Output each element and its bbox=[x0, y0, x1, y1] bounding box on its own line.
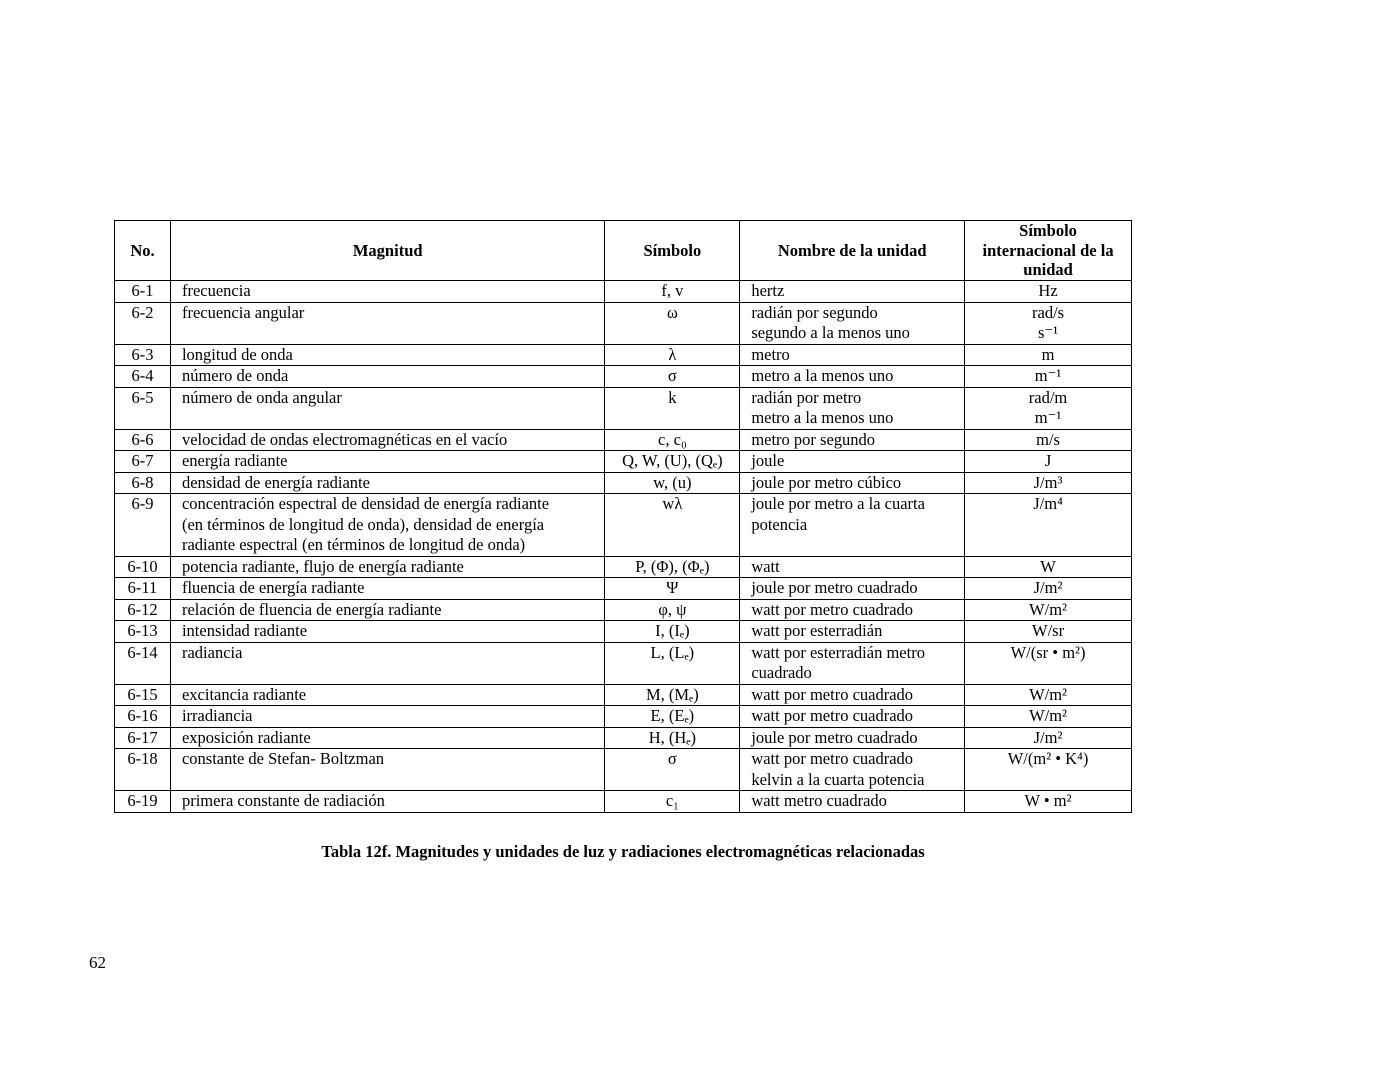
simbolo-internacional-cell bbox=[965, 642, 1132, 684]
magnitud-cell-line: velocidad de ondas electromagnéticas en el vacío bbox=[181, 429, 508, 449]
magnitud-cell-line: frecuencia bbox=[181, 281, 251, 300]
magnitud-cell bbox=[170, 494, 604, 557]
simbolo-internacional-cell-line: m bbox=[1041, 344, 1055, 364]
row-number: 6-14 bbox=[115, 642, 171, 684]
magnitud-cell bbox=[170, 727, 604, 749]
row-number: 6-3 bbox=[115, 344, 171, 366]
simbolo-internacional-cell bbox=[965, 451, 1132, 473]
magnitud-cell bbox=[170, 344, 604, 366]
simbolo-internacional-cell bbox=[965, 706, 1132, 728]
unidad-cell bbox=[740, 494, 965, 557]
unidad-cell bbox=[740, 749, 965, 791]
unidad-cell-line: metro bbox=[751, 344, 790, 364]
magnitud-cell bbox=[170, 366, 604, 388]
unidad-cell bbox=[740, 578, 965, 600]
unidad-cell bbox=[740, 472, 965, 494]
unidad-cell-line: metro por segundo bbox=[751, 429, 876, 449]
table-row bbox=[115, 706, 1132, 728]
simbolo-cell: ω bbox=[605, 302, 740, 344]
simbolo-internacional-cell-line: J/m³ bbox=[1033, 472, 1063, 492]
simbolo-internacional-cell bbox=[965, 429, 1132, 451]
unidad-cell-line: watt bbox=[751, 556, 780, 576]
table-row bbox=[115, 344, 1132, 366]
simbolo-internacional-cell-line: W/m² bbox=[1029, 706, 1068, 725]
unidad-cell bbox=[740, 366, 965, 388]
simbolo-internacional-cell bbox=[965, 556, 1132, 578]
unidad-cell-line: joule bbox=[751, 451, 785, 470]
row-number: 6-5 bbox=[115, 387, 171, 429]
row-number: 6-7 bbox=[115, 451, 171, 473]
row-number: 6-9 bbox=[115, 494, 171, 557]
simbolo-internacional-cell-line: rad/s bbox=[1032, 302, 1065, 322]
unidad-cell-line: hertz bbox=[751, 281, 785, 300]
simbolo-internacional-cell-line: m/s bbox=[1036, 429, 1060, 449]
simbolo-cell: M, (Mₑ) bbox=[605, 684, 740, 706]
magnitud-cell-line: irradiancia bbox=[181, 706, 253, 725]
unidad-cell bbox=[740, 706, 965, 728]
simbolo-internacional-cell-line: W/(m² • K⁴) bbox=[1007, 749, 1089, 768]
magnitud-cell-line: radiancia bbox=[181, 642, 243, 662]
simbolo-internacional-cell-line: J/m² bbox=[1033, 578, 1063, 597]
simbolo-internacional-cell-line: W/sr bbox=[1032, 621, 1065, 640]
table-row bbox=[115, 749, 1132, 791]
simbolo-cell: k bbox=[605, 387, 740, 429]
magnitud-cell-line: radiante espectral (en términos de longitud de onda) bbox=[181, 535, 526, 554]
row-number: 6-12 bbox=[115, 599, 171, 621]
unidad-cell-line: watt metro cuadrado bbox=[751, 791, 887, 810]
table-row bbox=[115, 556, 1132, 578]
row-number: 6-15 bbox=[115, 684, 171, 706]
unidad-cell-line: watt por metro cuadrado bbox=[751, 684, 914, 704]
unidad-cell bbox=[740, 599, 965, 621]
unidad-cell bbox=[740, 621, 965, 643]
unidad-cell bbox=[740, 791, 965, 813]
simbolo-internacional-cell-line: m⁻¹ bbox=[1034, 408, 1062, 427]
unidad-cell-line: radián por metro bbox=[751, 387, 862, 407]
unidad-cell-line: joule por metro cuadrado bbox=[751, 578, 918, 597]
unidad-cell-line: joule por metro a la cuarta bbox=[751, 494, 925, 513]
magnitud-cell-line: fluencia de energía radiante bbox=[181, 578, 365, 597]
simbolo-cell: P, (Φ), (Φₑ) bbox=[605, 556, 740, 578]
unidad-cell-line: watt por esterradián metro bbox=[751, 642, 925, 662]
row-number: 6-8 bbox=[115, 472, 171, 494]
row-number: 6-13 bbox=[115, 621, 171, 643]
simbolo-internacional-cell-line: s⁻¹ bbox=[1038, 323, 1059, 342]
row-number: 6-19 bbox=[115, 791, 171, 813]
simbolo-internacional-cell bbox=[965, 621, 1132, 643]
simbolo-internacional-cell-line: m⁻¹ bbox=[1034, 366, 1062, 385]
simbolo-internacional-cell-line: W/m² bbox=[1029, 599, 1068, 619]
magnitud-cell-line: excitancia radiante bbox=[181, 684, 307, 704]
table-row bbox=[115, 302, 1132, 344]
page-number: 62 bbox=[89, 953, 106, 972]
table-row bbox=[115, 621, 1132, 643]
row-number: 6-1 bbox=[115, 281, 171, 303]
simbolo-internacional-cell bbox=[965, 578, 1132, 600]
units-table bbox=[114, 220, 1132, 813]
table-row bbox=[115, 791, 1132, 813]
unidad-cell bbox=[740, 387, 965, 429]
unidad-cell bbox=[740, 451, 965, 473]
unidad-cell bbox=[740, 556, 965, 578]
unidad-cell bbox=[740, 642, 965, 684]
unidad-cell bbox=[740, 281, 965, 303]
simbolo-internacional-cell bbox=[965, 599, 1132, 621]
row-number: 6-2 bbox=[115, 302, 171, 344]
unidad-cell-line: potencia bbox=[751, 514, 808, 534]
simbolo-internacional-cell-line: W/m² bbox=[1029, 684, 1068, 704]
table-row bbox=[115, 494, 1132, 557]
magnitud-cell bbox=[170, 684, 604, 706]
table-row bbox=[115, 599, 1132, 621]
unidad-cell-line: joule por metro cúbico bbox=[751, 472, 902, 492]
simbolo-cell: c, c₀ bbox=[605, 429, 740, 451]
unidad-cell bbox=[740, 429, 965, 451]
simbolo-internacional-cell bbox=[965, 387, 1132, 429]
simbolo-cell: f, v bbox=[605, 281, 740, 303]
simbolo-internacional-cell bbox=[965, 494, 1132, 557]
simbolo-internacional-cell-line: W/(sr • m²) bbox=[1010, 642, 1086, 662]
table-row bbox=[115, 684, 1132, 706]
unidad-cell-line: watt por metro cuadrado bbox=[751, 749, 914, 768]
row-number: 6-18 bbox=[115, 749, 171, 791]
unidad-cell-line: watt por metro cuadrado bbox=[751, 706, 914, 725]
magnitud-cell bbox=[170, 556, 604, 578]
simbolo-cell: H, (Hₑ) bbox=[605, 727, 740, 749]
row-number: 6-11 bbox=[115, 578, 171, 600]
simbolo-internacional-cell bbox=[965, 302, 1132, 344]
table-row bbox=[115, 387, 1132, 429]
magnitud-cell bbox=[170, 749, 604, 791]
unidad-cell-line: radián por segundo bbox=[751, 302, 878, 322]
table-body bbox=[115, 281, 1132, 813]
unidad-cell-line: metro a la menos uno bbox=[751, 408, 894, 427]
simbolo-internacional-cell-line: Hz bbox=[1038, 281, 1058, 300]
magnitud-cell bbox=[170, 281, 604, 303]
simbolo-internacional-cell bbox=[965, 366, 1132, 388]
simbolo-cell: Q, W, (U), (Qₑ) bbox=[605, 451, 740, 473]
table-row bbox=[115, 451, 1132, 473]
simbolo-cell: w, (u) bbox=[605, 472, 740, 494]
row-number: 6-10 bbox=[115, 556, 171, 578]
simbolo-cell: L, (Lₑ) bbox=[605, 642, 740, 684]
simbolo-internacional-cell bbox=[965, 727, 1132, 749]
unidad-cell-line: kelvin a la cuarta potencia bbox=[751, 769, 925, 789]
magnitud-cell-line: (en términos de longitud de onda), densidad de energía bbox=[181, 514, 545, 534]
unidad-cell-line: joule por metro cuadrado bbox=[751, 727, 918, 747]
magnitud-cell bbox=[170, 472, 604, 494]
unidad-cell-line: watt por metro cuadrado bbox=[751, 599, 914, 619]
table-row bbox=[115, 281, 1132, 303]
magnitud-cell bbox=[170, 302, 604, 344]
unidad-cell-line: segundo a la menos uno bbox=[751, 323, 910, 342]
simbolo-cell: I, (Iₑ) bbox=[605, 621, 740, 643]
magnitud-cell bbox=[170, 706, 604, 728]
magnitud-cell-line: relación de fluencia de energía radiante bbox=[181, 599, 442, 619]
header-simbolo: Símbolo bbox=[605, 221, 740, 281]
magnitud-cell bbox=[170, 451, 604, 473]
unidad-cell bbox=[740, 684, 965, 706]
magnitud-cell bbox=[170, 599, 604, 621]
magnitud-cell-line: primera constante de radiación bbox=[181, 791, 385, 810]
header-magnitud: Magnitud bbox=[170, 221, 604, 281]
row-number: 6-17 bbox=[115, 727, 171, 749]
table-caption: Tabla 12f. Magnitudes y unidades de luz y radiaciones electromagnéticas relacionadas bbox=[321, 842, 925, 861]
simbolo-internacional-cell bbox=[965, 684, 1132, 706]
magnitud-cell-line: intensidad radiante bbox=[181, 621, 308, 640]
magnitud-cell bbox=[170, 642, 604, 684]
magnitud-cell-line: exposición radiante bbox=[181, 727, 311, 747]
simbolo-cell: c₁ bbox=[605, 791, 740, 813]
magnitud-cell-line: longitud de onda bbox=[181, 344, 293, 364]
unidad-cell-line: cuadrado bbox=[751, 663, 812, 682]
unidad-cell bbox=[740, 344, 965, 366]
simbolo-cell: σ bbox=[605, 366, 740, 388]
magnitud-cell-line: potencia radiante, flujo de energía radiante bbox=[181, 556, 464, 576]
magnitud-cell-line: constante de Stefan- Boltzman bbox=[181, 749, 385, 768]
table-row bbox=[115, 429, 1132, 451]
magnitud-cell-line: número de onda angular bbox=[181, 387, 342, 407]
magnitud-cell bbox=[170, 621, 604, 643]
table-row bbox=[115, 727, 1132, 749]
row-number: 6-4 bbox=[115, 366, 171, 388]
simbolo-internacional-cell bbox=[965, 472, 1132, 494]
unidad-cell bbox=[740, 727, 965, 749]
magnitud-cell bbox=[170, 791, 604, 813]
simbolo-internacional-cell-line: rad/m bbox=[1028, 387, 1068, 407]
magnitud-cell bbox=[170, 578, 604, 600]
magnitud-cell bbox=[170, 429, 604, 451]
simbolo-internacional-cell bbox=[965, 749, 1132, 791]
row-number: 6-6 bbox=[115, 429, 171, 451]
simbolo-internacional-cell bbox=[965, 344, 1132, 366]
magnitud-cell bbox=[170, 387, 604, 429]
row-number: 6-16 bbox=[115, 706, 171, 728]
magnitud-cell-line: energía radiante bbox=[181, 451, 288, 470]
table-row bbox=[115, 642, 1132, 684]
simbolo-cell: λ bbox=[605, 344, 740, 366]
simbolo-internacional-cell-line: J/m² bbox=[1033, 727, 1063, 747]
simbolo-cell: φ, ψ bbox=[605, 599, 740, 621]
simbolo-cell: Ψ bbox=[605, 578, 740, 600]
magnitud-cell-line: número de onda bbox=[181, 366, 289, 385]
simbolo-cell: E, (Eₑ) bbox=[605, 706, 740, 728]
simbolo-internacional-cell-line: W bbox=[1040, 556, 1056, 576]
simbolo-cell: σ bbox=[605, 749, 740, 791]
table-row bbox=[115, 472, 1132, 494]
magnitud-cell-line: concentración espectral de densidad de energía radiante bbox=[181, 494, 550, 513]
unidad-cell-line: metro a la menos uno bbox=[751, 366, 894, 385]
simbolo-internacional-cell-line: J bbox=[1044, 451, 1052, 470]
magnitud-cell-line: frecuencia angular bbox=[181, 302, 305, 322]
table-header-row bbox=[115, 221, 1132, 281]
simbolo-internacional-cell-line: J/m⁴ bbox=[1033, 494, 1063, 513]
magnitud-cell-line: densidad de energía radiante bbox=[181, 472, 370, 492]
header-simbolo-internacional: Símbolo internacional de la unidad bbox=[965, 221, 1132, 281]
header-no: No. bbox=[115, 221, 171, 281]
simbolo-cell: wλ bbox=[605, 494, 740, 557]
simbolo-internacional-cell bbox=[965, 791, 1132, 813]
header-unidad: Nombre de la unidad bbox=[740, 221, 965, 281]
simbolo-internacional-cell bbox=[965, 281, 1132, 303]
unidad-cell-line: watt por esterradián bbox=[751, 621, 883, 640]
unidad-cell bbox=[740, 302, 965, 344]
table-row bbox=[115, 578, 1132, 600]
simbolo-internacional-cell-line: W • m² bbox=[1024, 791, 1072, 810]
table-row bbox=[115, 366, 1132, 388]
